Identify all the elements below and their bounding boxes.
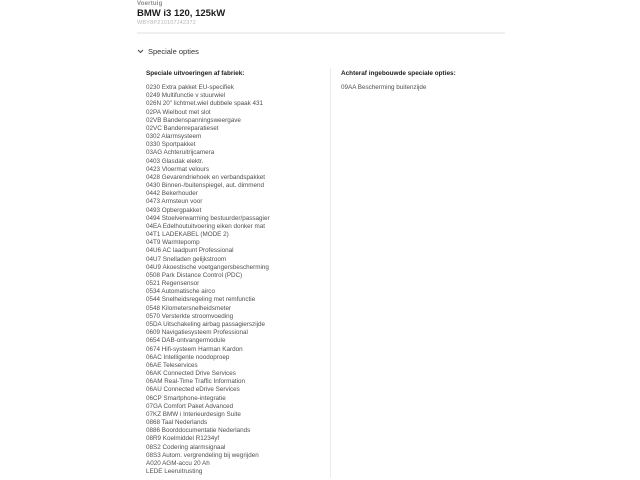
option-item: 02VB Bandenspanningsweergave xyxy=(146,116,241,124)
option-item: 0249 Multifunctie v stuurwiel xyxy=(146,92,226,100)
option-item: 0423 Vloermat velours xyxy=(146,165,210,173)
option-item: 06AU Connected eDrive Services xyxy=(146,386,240,394)
option-item: 0430 Binnen-/buitenspiegel, aut. dimmend xyxy=(146,182,264,190)
option-item: 026N 20" lichtmet.wiel dubbele spaak 431 xyxy=(146,100,264,108)
special-options-section-toggle[interactable] xyxy=(137,47,199,56)
option-item: 0302 Alarmsysteem xyxy=(146,133,202,141)
option-item: 04T1 LADEKABEL (MODE 2) xyxy=(146,231,229,239)
option-item: LEDE Leeruitrusting xyxy=(146,468,203,476)
option-item: 06AE Teleservices xyxy=(146,361,198,369)
vehicle-label: Voertuig xyxy=(137,1,163,7)
option-item: 08S2 Codering alarmsignaal xyxy=(146,443,226,451)
option-item: 07GA Comfort Paket Advanced xyxy=(146,402,234,410)
option-item: 04U6 AC laadpunt Professional xyxy=(146,247,234,255)
option-item: 0534 Automatische airco xyxy=(146,288,215,296)
option-item: 0330 Sportpakket xyxy=(146,141,196,149)
column-divider xyxy=(330,68,331,478)
special-options-section-label: Speciale opties xyxy=(148,47,199,56)
option-item: 0521 Regensensor xyxy=(146,280,200,288)
option-item: 04U9 Akoestische voetgangersbescherming xyxy=(146,263,269,271)
option-item: 06AC Intelligente noodoproep xyxy=(146,353,230,361)
factory-options-list xyxy=(146,84,328,476)
option-item: 03AG Achteruitrijcamera xyxy=(146,149,215,157)
option-item: 09AA Bescherming buitenzijde xyxy=(341,84,427,91)
option-item: 0868 Taal Nederlands xyxy=(146,419,208,427)
option-item: 08R9 Koelmiddel R1234yf xyxy=(146,435,220,443)
option-item: 06AK Connected Drive Services xyxy=(146,370,236,378)
option-item: 04EA Edelhoutuitvoering eiken donker mat xyxy=(146,222,266,230)
option-item: 05DA Uitschakeling airbag passagierszijde xyxy=(146,320,266,328)
option-item: 02VC Bandenreparatieset xyxy=(146,124,219,132)
option-item: 0609 Navigatiesysteem Professional xyxy=(146,329,248,337)
option-item: 0494 Stoelverwarming bestuurder/passagier xyxy=(146,214,270,222)
retrofit-options-heading: Achteraf ingebouwde speciale opties: xyxy=(341,70,456,77)
option-item: A020 AGM-accu 20 Ah xyxy=(146,459,210,467)
option-item: 0428 Gevarendriehoek en verbandspakket xyxy=(146,173,266,181)
option-item: 0473 Armsteun voor xyxy=(146,198,203,206)
option-item: 0548 Kilometersnelheidsmeter xyxy=(146,304,232,312)
vehicle-vin: WBY8P210107J42372 xyxy=(137,20,197,26)
option-item: 0508 Park Distance Control (PDC) xyxy=(146,271,243,279)
factory-options-heading: Speciale uitvoeringen af fabriek: xyxy=(146,70,245,77)
option-item: 04T9 Warmtepomp xyxy=(146,239,200,247)
retrofit-options-column xyxy=(341,70,511,92)
option-item: 0230 Extra pakket EU-specifiek xyxy=(146,84,234,91)
vehicle-title: BMW i3 120, 125kW xyxy=(137,8,226,19)
option-item: 0442 Bekerhouder xyxy=(146,190,198,198)
option-item: 0493 Opbergpakket xyxy=(146,206,202,214)
chevron-down-icon xyxy=(137,48,144,55)
option-item: 06AM Real-Time Traffic Information xyxy=(146,378,246,386)
retrofit-options-list xyxy=(341,84,511,92)
option-item: 04U7 Snelladen gelijkstroom xyxy=(146,255,227,263)
option-item: 0674 Hifi-systeem Harman Kardon xyxy=(146,345,243,353)
factory-options-column xyxy=(146,70,328,476)
option-item: 07KZ BMW i Interieurdesign Suite xyxy=(146,410,241,418)
header-divider xyxy=(137,32,505,34)
option-item: 06CP Smartphone-integratie xyxy=(146,394,226,402)
option-item: 0570 Versterkte stroomvoeding xyxy=(146,312,234,320)
option-item: 0654 DAB-ontvangermodule xyxy=(146,337,226,345)
option-item: 0544 Snelheidsregeling met remfunctie xyxy=(146,296,256,304)
option-item: 0403 Glasdak elektr. xyxy=(146,157,204,165)
option-item: 02PA Wielbout met slot xyxy=(146,108,211,116)
option-item: 0886 Boorddocumentatie Nederlands xyxy=(146,427,251,435)
option-item: 08S3 Autom. vergrendeling bij wegrijden xyxy=(146,451,259,459)
